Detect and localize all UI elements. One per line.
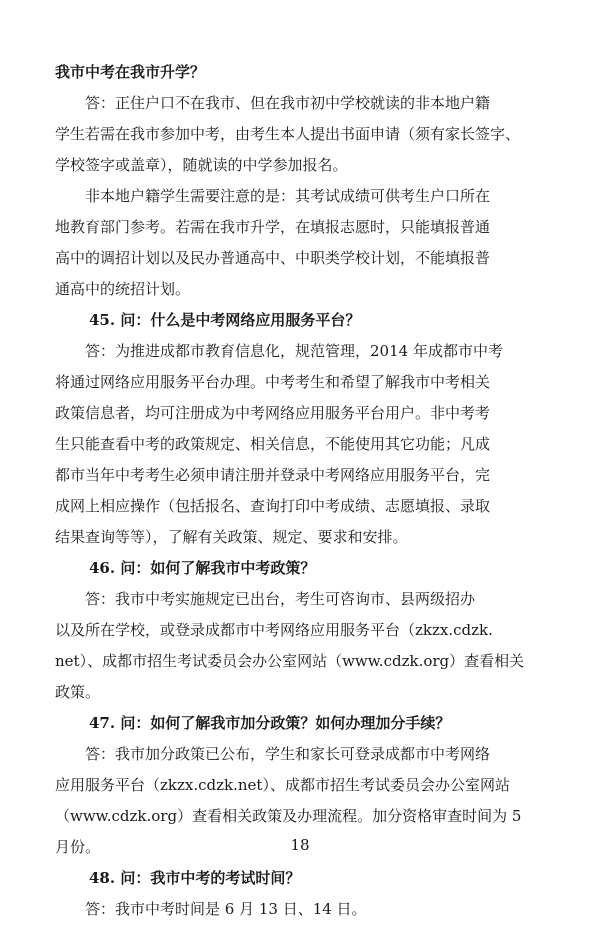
text-line: 政策信息者，均可注册成为中考网络应用服务平台用户。非中考考 (55, 404, 491, 422)
question-heading: 48. 问：我市中考的考试时间？ (89, 869, 301, 887)
text-line: 答：我市中考时间是 6 月 13 日、14 日。 (85, 900, 367, 918)
text-line: 答：我市中考实施规定已出台，考生可咨询市、县两级招办 (85, 590, 476, 608)
text-line: 学校签字或盖章），随就读的中学参加报名。 (55, 156, 348, 174)
text-line: 生只能查看中考的政策规定、相关信息，不能使用其它功能；凡成 (55, 435, 491, 453)
text-line: 答：我市加分政策已公布，学生和家长可登录成都市中考网络 (85, 745, 491, 763)
page-number: 18 (290, 836, 310, 854)
text-line: 学生若需在我市参加中考，由考生本人提出书面申请（须有家长签字、 (55, 125, 521, 143)
text-line: 我市中考在我市升学？ (55, 63, 206, 81)
text-line: 答：为推进成都市教育信息化，规范管理，2014 年成都市中考 (85, 342, 503, 360)
text-line: 高中的调招计划以及民办普通高中、中职类学校计划，不能填报普 (55, 249, 491, 267)
text-line: 将通过网络应用服务平台办理。中考考生和希望了解我市中考相关 (55, 373, 491, 391)
text-line: 结果查询等等），了解有关政策、规定、要求和安排。 (55, 528, 408, 546)
text-line: 以及所在学校，或登录成都市中考网络应用服务平台（zkzx.cdzk. (55, 621, 493, 639)
text-line: 应用服务平台（zkzx.cdzk.net）、成都市招生考试委员会办公室网站 (55, 776, 510, 794)
text-line: 地教育部门参考。若需在我市升学，在填报志愿时，只能填报普通 (55, 218, 491, 236)
text-line: 通高中的统招计划。 (55, 280, 191, 298)
text-line: 政策。 (55, 683, 101, 701)
text-line: 都市当年中考考生必须申请注册并登录中考网络应用服务平台，完 (55, 466, 491, 484)
text-line: 非本地户籍学生需要注意的是：其考试成绩可供考生户口所在 (85, 187, 491, 205)
question-heading: 46. 问：如何了解我市中考政策？ (89, 559, 316, 577)
page-content (55, 57, 548, 925)
text-line: net）、成都市招生考试委员会办公室网站（www.cdzk.org）查看相关 (55, 652, 525, 670)
text-line: 答：正住户口不在我市、但在我市初中学校就读的非本地户籍 (85, 94, 491, 112)
text-line: （www.cdzk.org）查看相关政策及办理流程。加分资格审查时间为 5 (55, 807, 522, 825)
text-line: 月份。 (55, 838, 101, 856)
text-line: 成网上相应操作（包括报名、查询打印中考成绩、志愿填报、录取 (55, 497, 491, 515)
question-heading: 45. 问：什么是中考网络应用服务平台？ (89, 311, 361, 329)
question-heading: 47. 问：如何了解我市加分政策？如何办理加分手续？ (89, 714, 451, 732)
